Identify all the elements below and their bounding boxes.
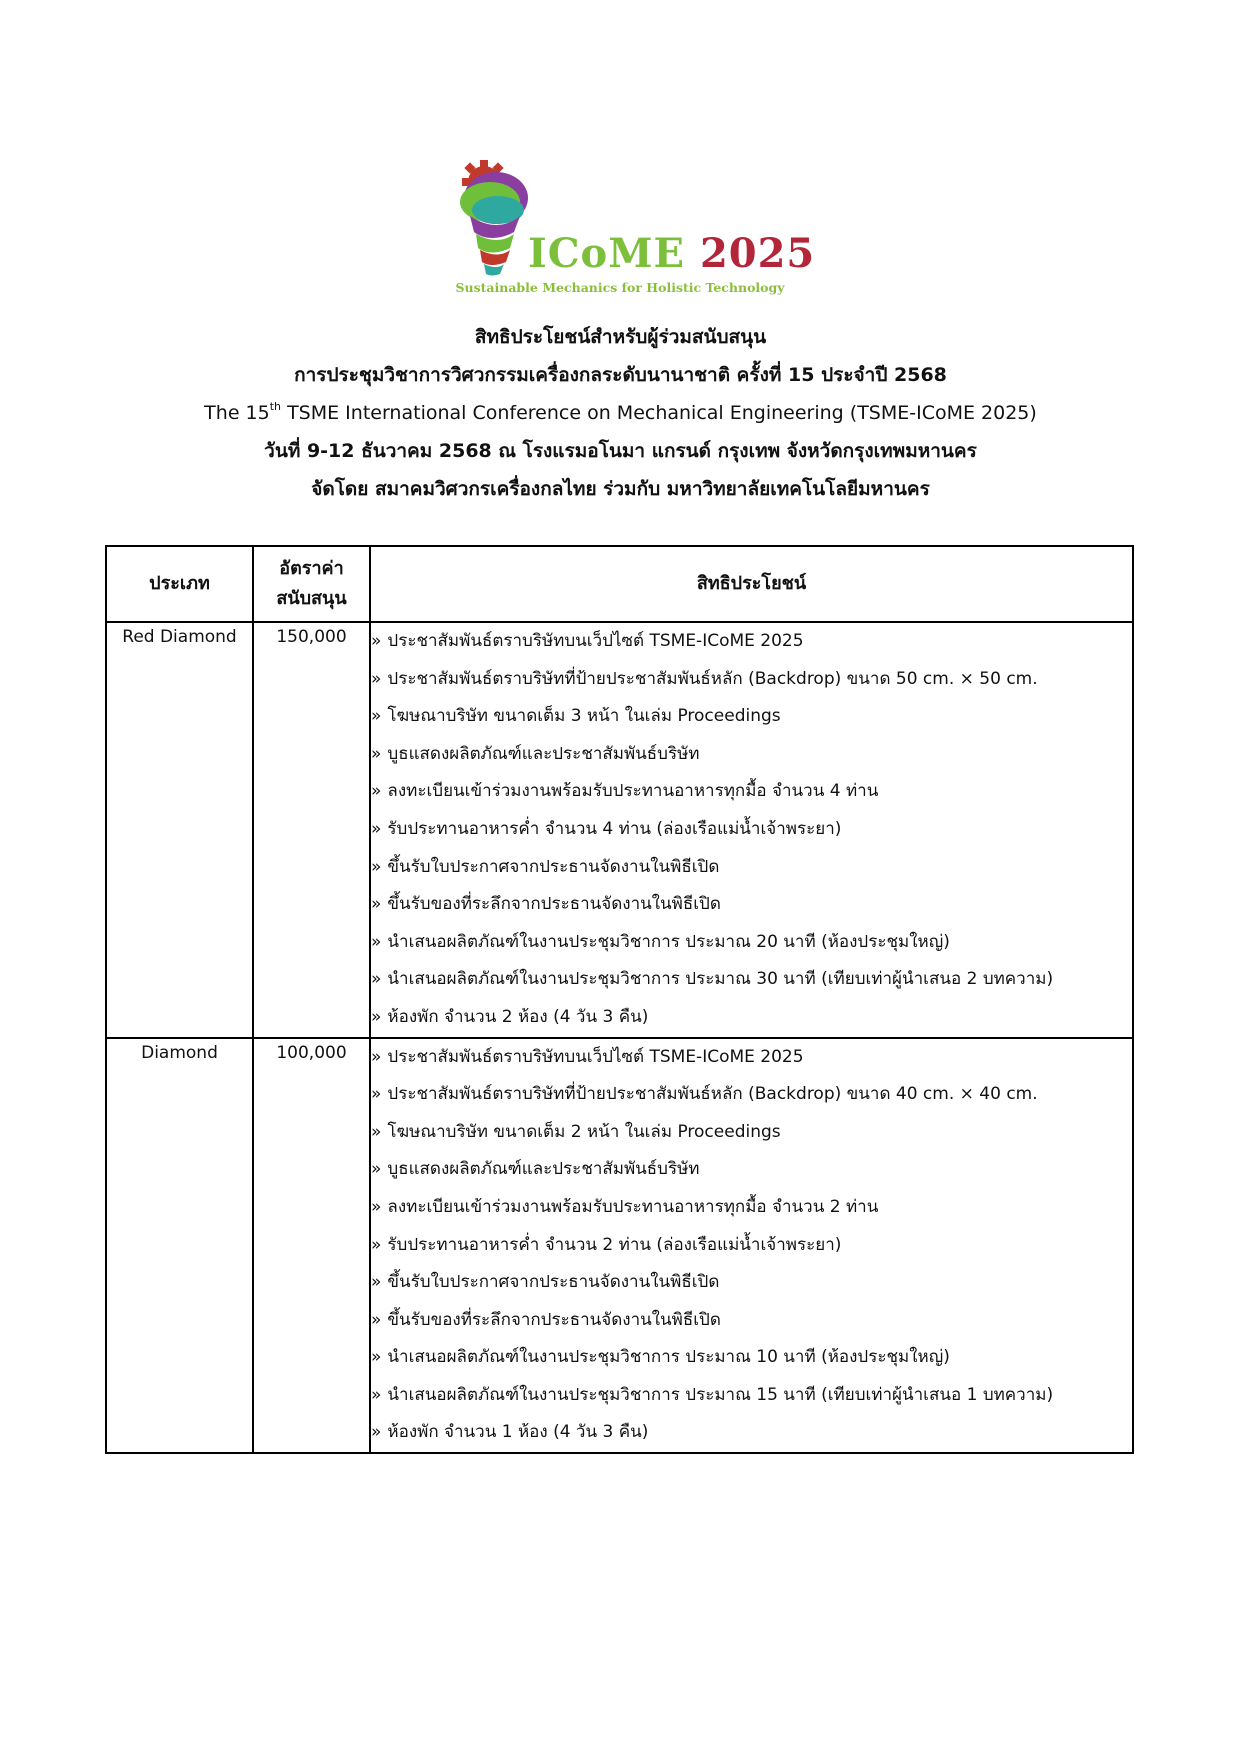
bullet-icon: »	[371, 818, 382, 839]
benefit-text: บูธแสดงผลิตภัณฑ์และประชาสัมพันธ์บริษัท	[387, 1159, 700, 1180]
cell-rate: 100,000	[253, 1038, 370, 1454]
benefit-text: นำเสนอผลิตภัณฑ์ในงานประชุมวิชาการ ประมาณ 30 นาที (เทียบเท่าผู้นำเสนอ 2 บทความ)	[387, 969, 1054, 990]
table-row-red-diamond	[106, 622, 1133, 1038]
heading-title: สิทธิประโยชน์สำหรับผู้ร่วมสนับสนุน	[474, 326, 767, 348]
document-headings	[60, 318, 1181, 508]
heading-organizers: จัดโดย สมาคมวิศวกรเครื่องกลไทย ร่วมกับ มหาวิทยาลัยเทคโนโลยีมหานคร	[311, 478, 930, 500]
cell-type: Diamond	[106, 1038, 253, 1454]
benefit-item	[371, 1414, 1132, 1452]
table-row-diamond	[106, 1038, 1133, 1454]
heading-en-suffix: TSME International Conference on Mechanical Engineering (TSME-ICoME 2025)	[281, 402, 1037, 424]
heading-en-prefix: The 15	[204, 402, 270, 424]
benefit-text: รับประทานอาหารค่ำ จำนวน 2 ท่าน (ล่องเรือแม่น้ำเจ้าพระยา)	[387, 1234, 842, 1255]
benefit-text: นำเสนอผลิตภัณฑ์ในงานประชุมวิชาการ ประมาณ 20 นาที (ห้องประชุมใหญ่)	[387, 931, 950, 952]
benefit-item	[371, 999, 1132, 1037]
bullet-icon: »	[371, 743, 382, 764]
heading-conference-english	[60, 394, 1181, 432]
benefit-item	[371, 1264, 1132, 1302]
benefit-item	[371, 623, 1132, 661]
bullet-icon: »	[371, 781, 382, 802]
bullet-icon: »	[371, 1422, 382, 1443]
cell-benefits	[370, 1038, 1133, 1454]
benefit-item	[371, 1151, 1132, 1189]
bullet-icon: »	[371, 706, 382, 727]
benefit-item	[371, 773, 1132, 811]
benefit-text: บูธแสดงผลิตภัณฑ์และประชาสัมพันธ์บริษัท	[387, 743, 700, 764]
conference-logo	[440, 158, 816, 298]
benefit-item	[371, 849, 1132, 887]
benefit-text: ประชาสัมพันธ์ตราบริษัทที่ป้ายประชาสัมพันธ์หลัก (Backdrop) ขนาด 40 cm. × 40 cm.	[387, 1084, 1038, 1105]
benefit-item	[371, 698, 1132, 736]
benefit-text: ลงทะเบียนเข้าร่วมงานพร้อมรับประทานอาหารทุกมื้อ จำนวน 2 ท่าน	[387, 1196, 879, 1217]
benefit-text: ประชาสัมพันธ์ตราบริษัทบนเว็ปไซต์ TSME-ICoME 2025	[387, 1046, 804, 1067]
benefit-text: ขึ้นรับใบประกาศจากประธานจัดงานในพิธีเปิด	[387, 856, 720, 877]
heading-en-ordinal: th	[269, 400, 282, 413]
bullet-icon: »	[371, 1234, 382, 1255]
bullet-icon: »	[371, 856, 382, 877]
benefit-item	[371, 961, 1132, 999]
benefit-item	[371, 1377, 1132, 1415]
bullet-icon: »	[371, 894, 382, 915]
logo-tagline: Sustainable Mechanics for Holistic Technology	[455, 280, 785, 295]
table-header-row	[106, 546, 1133, 622]
bullet-icon: »	[371, 1384, 382, 1405]
bullet-icon: »	[371, 969, 382, 990]
benefit-text: ขึ้นรับของที่ระลึกจากประธานจัดงานในพิธีเปิด	[387, 894, 721, 915]
benefit-text: นำเสนอผลิตภัณฑ์ในงานประชุมวิชาการ ประมาณ 15 นาที (เทียบเท่าผู้นำเสนอ 1 บทความ)	[387, 1384, 1054, 1405]
bullet-icon: »	[371, 1121, 382, 1142]
cell-benefits	[370, 622, 1133, 1038]
cell-type: Red Diamond	[106, 622, 253, 1038]
benefit-item	[371, 1302, 1132, 1340]
logo-name-left: ICoME	[528, 230, 685, 277]
logo-name-right: 2025	[699, 230, 816, 277]
bullet-icon: »	[371, 1309, 382, 1330]
benefit-text: ประชาสัมพันธ์ตราบริษัทบนเว็ปไซต์ TSME-ICoME 2025	[387, 631, 804, 651]
benefit-text: นำเสนอผลิตภัณฑ์ในงานประชุมวิชาการ ประมาณ 10 นาที (ห้องประชุมใหญ่)	[387, 1347, 950, 1368]
benefit-item	[371, 924, 1132, 962]
benefit-text: ประชาสัมพันธ์ตราบริษัทที่ป้ายประชาสัมพันธ์หลัก (Backdrop) ขนาด 50 cm. × 50 cm.	[387, 668, 1038, 689]
header-benefits: สิทธิประโยชน์	[370, 546, 1133, 622]
benefit-item	[371, 1339, 1132, 1377]
benefit-item	[371, 1076, 1132, 1114]
header-rate-line1: อัตราค่า	[279, 558, 344, 579]
logo-wordmark	[528, 230, 815, 277]
bullet-icon: »	[371, 1159, 382, 1180]
benefit-text: ห้องพัก จำนวน 2 ห้อง (4 วัน 3 คืน)	[387, 1006, 649, 1027]
benefit-text: ลงทะเบียนเข้าร่วมงานพร้อมรับประทานอาหารทุกมื้อ จำนวน 4 ท่าน	[387, 781, 879, 802]
benefit-text: ห้องพัก จำนวน 1 ห้อง (4 วัน 3 คืน)	[387, 1422, 649, 1443]
benefits-table	[105, 545, 1134, 1454]
benefit-text: โฆษณาบริษัท ขนาดเต็ม 3 หน้า ในเล่ม Proceedings	[387, 706, 781, 727]
bullet-icon: »	[371, 1196, 382, 1217]
benefit-item	[371, 886, 1132, 924]
benefit-item	[371, 1189, 1132, 1227]
benefit-item	[371, 661, 1132, 699]
benefit-item	[371, 1227, 1132, 1265]
benefit-text: ขึ้นรับใบประกาศจากประธานจัดงานในพิธีเปิด	[387, 1272, 720, 1293]
bullet-icon: »	[371, 631, 382, 651]
bullet-icon: »	[371, 1046, 382, 1067]
bullet-icon: »	[371, 931, 382, 952]
heading-date-venue: วันที่ 9-12 ธันวาคม 2568 ณ โรงแรมอโนมา แกรนด์ กรุงเทพ จังหวัดกรุงเทพมหานคร	[264, 440, 977, 462]
header-rate-line2: สนับสนุน	[276, 588, 347, 609]
benefit-item	[371, 1114, 1132, 1152]
cell-rate: 150,000	[253, 622, 370, 1038]
bullet-icon: »	[371, 1347, 382, 1368]
bullet-icon: »	[371, 1272, 382, 1293]
heading-conference-thai: การประชุมวิชาการวิศวกรรมเครื่องกลระดับนานาชาติ ครั้งที่ 15 ประจำปี 2568	[294, 364, 947, 386]
benefit-text: รับประทานอาหารค่ำ จำนวน 4 ท่าน (ล่องเรือแม่น้ำเจ้าพระยา)	[387, 818, 842, 839]
benefit-item	[371, 736, 1132, 774]
bullet-icon: »	[371, 668, 382, 689]
benefit-item	[371, 1039, 1132, 1077]
bullet-icon: »	[371, 1084, 382, 1105]
benefit-item	[371, 811, 1132, 849]
bullet-icon: »	[371, 1006, 382, 1027]
benefit-text: ขึ้นรับของที่ระลึกจากประธานจัดงานในพิธีเปิด	[387, 1309, 721, 1330]
header-type: ประเภท	[106, 546, 253, 622]
header-rate	[253, 546, 370, 622]
benefit-text: โฆษณาบริษัท ขนาดเต็ม 2 หน้า ในเล่ม Proceedings	[387, 1121, 781, 1142]
